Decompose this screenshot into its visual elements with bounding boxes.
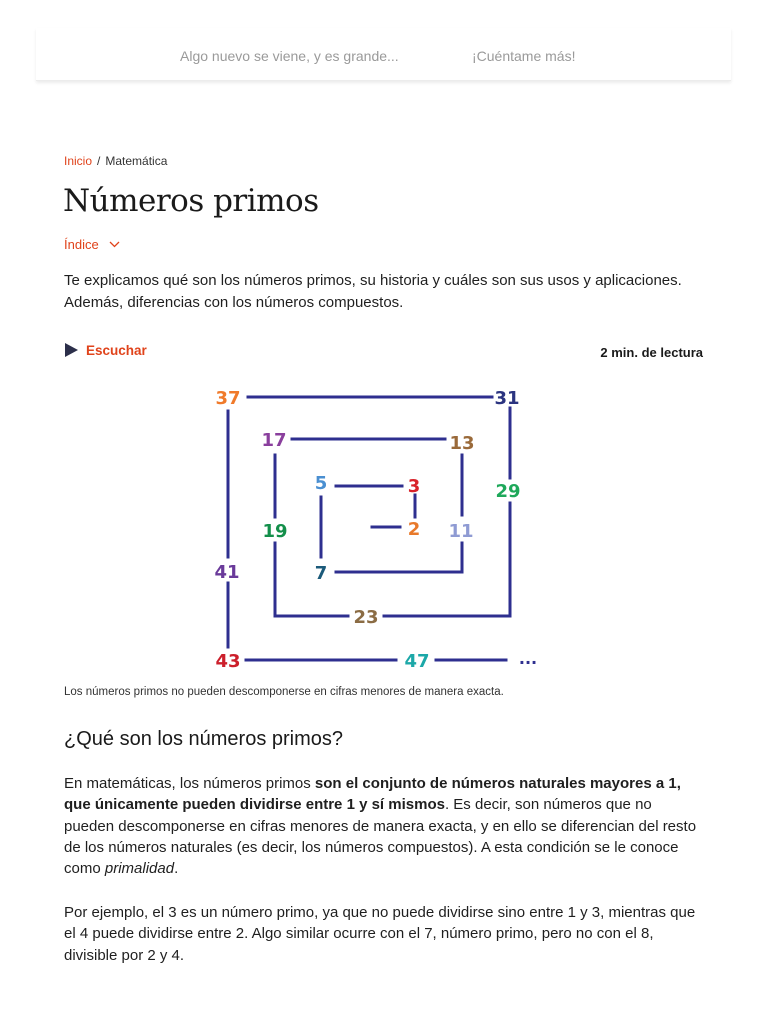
figure-caption: Los números primos no pueden descomponerse en cifras menores de manera exacta. (64, 686, 504, 698)
banner-message: Algo nuevo se viene, y es grande... (180, 48, 399, 64)
breadcrumb-home-link[interactable]: Inicio (64, 154, 93, 168)
index-dropdown[interactable] (64, 237, 120, 252)
prime-label-17: 17 (261, 430, 287, 451)
section-heading: ¿Qué son los números primos? (64, 728, 344, 750)
paragraph-example: Por ejemplo, el 3 es un número primo, ya que no puede dividirse sino entre 1 y 3, mientras que el 4 puede dividirse entre 2. Algo similar ocurre con el 7, número primo, pero no con el 8, divisible por 2 y 4. (64, 904, 696, 964)
prime-label-31: 31 (494, 388, 520, 409)
page-title: Números primos (63, 183, 319, 219)
prime-label-11: 11 (448, 521, 474, 542)
reading-time: 2 min. de lectura (600, 345, 703, 360)
banner-link[interactable]: ¡Cuéntame más! (472, 48, 576, 64)
para1-italic: primalidad (104, 860, 175, 878)
para1-text: . (174, 860, 179, 878)
prime-label-41: 41 (214, 562, 240, 583)
chevron-down-icon (109, 241, 120, 248)
breadcrumb-current[interactable]: Matemática (105, 154, 168, 168)
para1-bold: son el conjunto de números naturales mayores a 1, que únicamente pueden dividirse entre 1 y sí mismos (64, 775, 681, 814)
listen-label: Escuchar (86, 342, 147, 358)
prime-label-43: 43 (215, 651, 241, 672)
prime-label-5: 5 (314, 473, 328, 494)
paragraph-definition (64, 773, 704, 879)
prime-label-29: 29 (495, 481, 521, 502)
breadcrumb (64, 154, 167, 168)
prime-label-47: 47 (404, 651, 430, 672)
prime-label-23: 23 (353, 607, 379, 628)
para1-text: En matemáticas, los números primos (64, 775, 315, 792)
listen-button[interactable] (64, 342, 147, 358)
index-label: Índice (64, 237, 99, 252)
para1-text: . Es decir, son números que no pueden descomponerse en cifras menores de manera exacta, y en ello se diferencian del resto de los números naturales (es decir, los números compuestos). A esta condición se le conoce como (64, 796, 697, 878)
prime-label-7: 7 (314, 563, 328, 584)
prime-label-3: 3 (407, 476, 421, 497)
prime-label-19: 19 (262, 521, 288, 542)
prime-spiral-figure (200, 375, 550, 675)
prime-label-13: 13 (449, 433, 475, 454)
prime-label-37: 37 (215, 388, 241, 409)
spiral-ellipsis: ... (518, 649, 538, 668)
breadcrumb-separator: / (97, 154, 101, 168)
prime-spiral-image (200, 375, 550, 675)
prime-label-2: 2 (407, 519, 421, 540)
article-lead: Te explicamos qué son los números primos, su historia y cuáles son sus usos y aplicaciones. Además, diferencias con los números compuestos. (64, 272, 682, 311)
announcement-banner (36, 28, 731, 81)
play-icon (64, 342, 79, 358)
